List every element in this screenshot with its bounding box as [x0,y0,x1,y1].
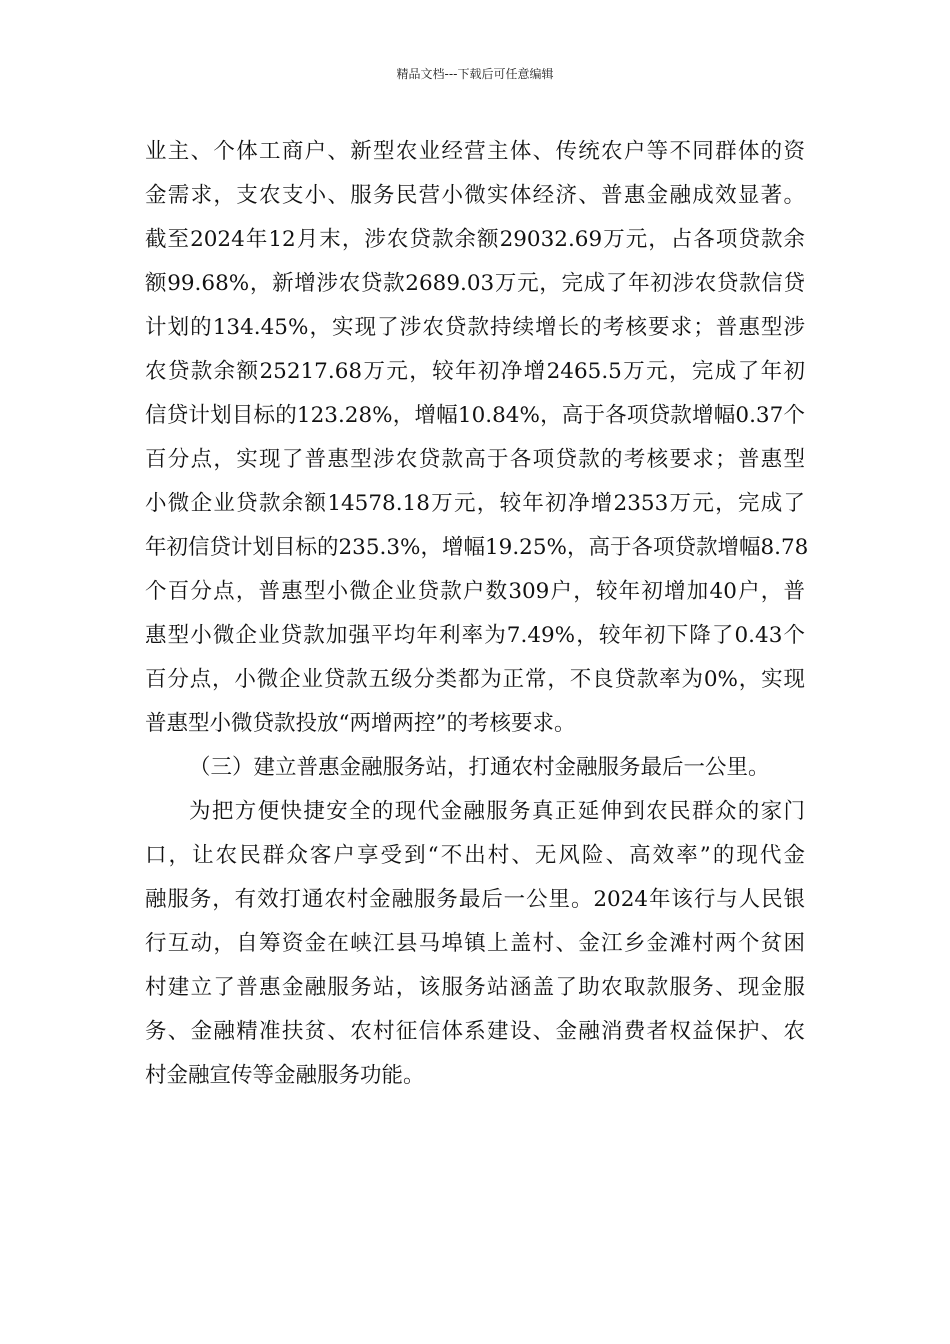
paragraph-line: 个百分点，普惠型小微企业贷款户数309户，较年初增加40户，普 [145,579,805,604]
paragraph-line: 小微企业贷款余额14578.18万元，较年初净增2353万元，完成了 [145,491,805,516]
paragraph-line: 口，让农民群众客户享受到“不出村、无风险、高效率”的现代金 [145,843,805,868]
paragraph-line: 年初信贷计划目标的235.3%，增幅19.25%，高于各项贷款增幅8.78 [145,535,809,560]
page-header: 精品文档---下载后可任意编辑 [396,67,554,81]
paragraph-line: 为把方便快捷安全的现代金融服务真正延伸到农民群众的家门 [189,799,805,824]
paragraph-line: 额99.68%，新增涉农贷款2689.03万元，完成了年初涉农贷款信贷 [145,271,805,296]
paragraph-line: 金需求，支农支小、服务民营小微实体经济、普惠金融成效显著。 [145,183,805,208]
paragraph-line: 计划的134.45%，实现了涉农贷款持续增长的考核要求；普惠型涉 [145,315,805,340]
paragraph-line: 行互动，自筹资金在峡江县马埠镇上盖村、金江乡金滩村两个贫困 [145,931,805,956]
paragraph-line: 百分点，小微企业贷款五级分类都为正常，不良贷款率为0%，实现 [145,667,805,692]
paragraph-line: 截至2024年12月末，涉农贷款余额29032.69万元，占各项贷款余 [145,227,805,252]
paragraph-line: 惠型小微企业贷款加强平均年利率为7.49%，较年初下降了0.43个 [145,623,805,648]
paragraph-line: 村金融宣传等金融服务功能。 [145,1063,425,1088]
paragraph-line: 融服务，有效打通农村金融服务最后一公里。2024年该行与人民银 [145,887,805,912]
paragraph-line: 农贷款余额25217.68万元，较年初净增2465.5万元，完成了年初 [145,359,805,384]
paragraph-line: 信贷计划目标的123.28%，增幅10.84%，高于各项贷款增幅0.37个 [145,403,805,428]
paragraph-line: 务、金融精准扶贫、农村征信体系建设、金融消费者权益保护、农 [145,1019,805,1044]
paragraph-line: 业主、个体工商户、新型农业经营主体、传统农户等不同群体的资 [145,139,805,164]
paragraph-line: 百分点，实现了普惠型涉农贷款高于各项贷款的考核要求；普惠型 [145,447,805,472]
section-heading: （三）建立普惠金融服务站，打通农村金融服务最后一公里。 [189,755,770,780]
paragraph-line: 村建立了普惠金融服务站，该服务站涵盖了助农取款服务、现金服 [145,975,805,1000]
paragraph-line: 普惠型小微贷款投放“两增两控”的考核要求。 [145,711,576,736]
document-body [145,130,809,1098]
